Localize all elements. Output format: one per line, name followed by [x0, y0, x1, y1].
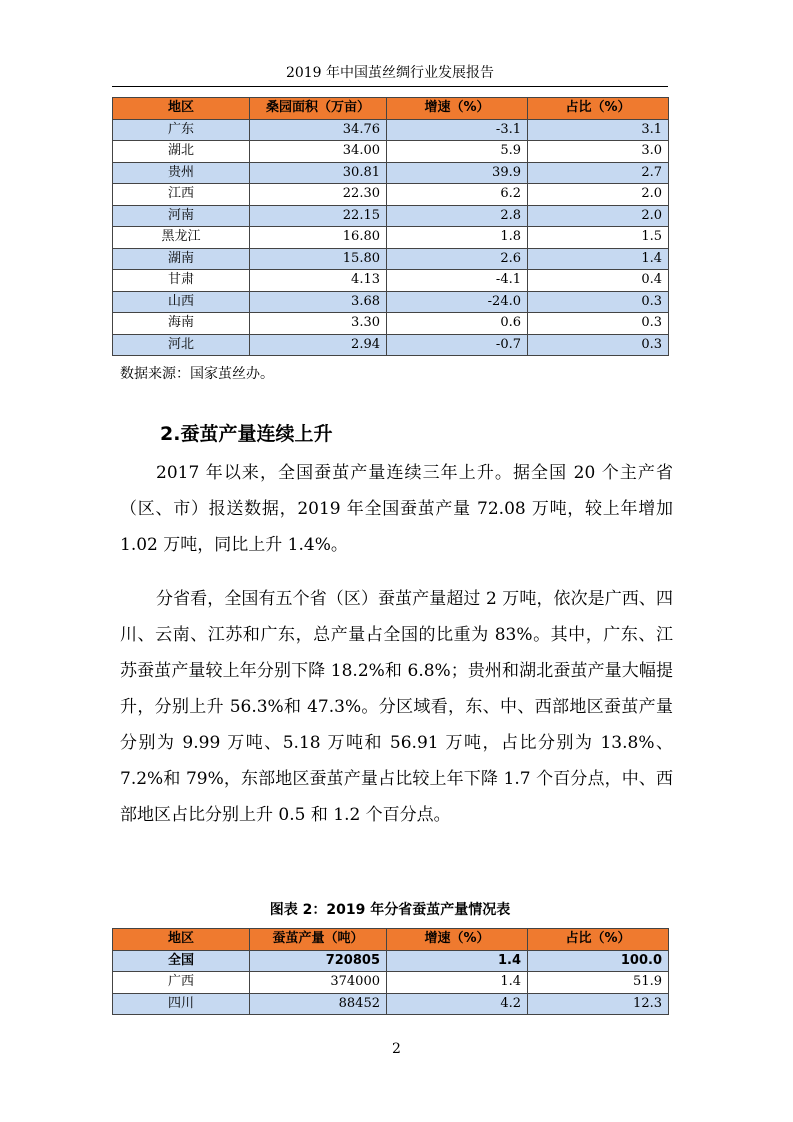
mulberry-area-table: [112, 97, 669, 356]
table-row: [113, 291, 669, 313]
cell-value: -3.1: [387, 119, 528, 141]
header-rule: [112, 86, 668, 87]
cell-value: 720805: [250, 950, 387, 972]
col-header-share: 占比（%）: [528, 929, 669, 951]
cell-value: 16.80: [250, 227, 387, 249]
cell-value: 4.2: [387, 993, 528, 1015]
cell-region: 广东: [113, 119, 250, 141]
cell-value: 3.68: [250, 291, 387, 313]
cell-value: 2.0: [528, 205, 669, 227]
cell-value: 22.30: [250, 184, 387, 206]
col-header-growth: 增速（%）: [387, 929, 528, 951]
col-header-share: 占比（%）: [528, 98, 669, 120]
cell-value: 2.94: [250, 334, 387, 356]
cell-value: 0.3: [528, 334, 669, 356]
cell-region: 甘肃: [113, 270, 250, 292]
cell-value: 2.7: [528, 162, 669, 184]
col-header-region: 地区: [113, 929, 250, 951]
col-header-region: 地区: [113, 98, 250, 120]
table-header-row: [113, 98, 669, 120]
cell-region: 湖南: [113, 248, 250, 270]
cell-value: 3.1: [528, 119, 669, 141]
col-header-area: 桑园面积（万亩）: [250, 98, 387, 120]
table-row: [113, 313, 669, 335]
cell-region: 贵州: [113, 162, 250, 184]
cell-value: 39.9: [387, 162, 528, 184]
table-row: [113, 248, 669, 270]
section-heading: 2.蚕茧产量连续上升: [160, 423, 333, 445]
table-row: [113, 227, 669, 249]
cell-value: 22.15: [250, 205, 387, 227]
cell-value: -0.7: [387, 334, 528, 356]
cell-value: 0.3: [528, 313, 669, 335]
cell-region: 海南: [113, 313, 250, 335]
cell-value: 0.4: [528, 270, 669, 292]
table-row: [113, 993, 669, 1015]
cell-value: 34.76: [250, 119, 387, 141]
cell-value: 4.13: [250, 270, 387, 292]
cell-value: 51.9: [528, 972, 669, 994]
table-row: [113, 334, 669, 356]
table-row: [113, 162, 669, 184]
cell-value: 34.00: [250, 141, 387, 163]
cell-region: 山西: [113, 291, 250, 313]
running-header: 2019 年中国茧丝绸行业发展报告: [285, 65, 495, 81]
cell-value: 0.6: [387, 313, 528, 335]
cell-value: 1.4: [387, 972, 528, 994]
cell-region: 河北: [113, 334, 250, 356]
cell-value: 6.2: [387, 184, 528, 206]
cell-region: 广西: [113, 972, 250, 994]
table-row: [113, 119, 669, 141]
cell-region: 湖北: [113, 141, 250, 163]
cell-value: 15.80: [250, 248, 387, 270]
table-header-row: [113, 929, 669, 951]
cell-region: 河南: [113, 205, 250, 227]
cocoon-output-table: [112, 928, 669, 1015]
cell-region: 全国: [113, 950, 250, 972]
table-row: [113, 205, 669, 227]
cell-value: -4.1: [387, 270, 528, 292]
col-header-output: 蚕茧产量（吨）: [250, 929, 387, 951]
cell-value: 100.0: [528, 950, 669, 972]
cell-region: 黑龙江: [113, 227, 250, 249]
cell-value: 1.8: [387, 227, 528, 249]
cell-value: 30.81: [250, 162, 387, 184]
cell-value: 0.3: [528, 291, 669, 313]
cell-value: 1.4: [387, 950, 528, 972]
cell-value: 1.5: [528, 227, 669, 249]
table-row: [113, 950, 669, 972]
cell-value: 374000: [250, 972, 387, 994]
cell-value: 88452: [250, 993, 387, 1015]
table-caption: 图表 2：2019 年分省蚕茧产量情况表: [269, 902, 511, 918]
cell-value: 1.4: [528, 248, 669, 270]
cell-region: 四川: [113, 993, 250, 1015]
table-row: [113, 972, 669, 994]
data-source-note: 数据来源：国家茧丝办。: [120, 366, 274, 382]
cell-value: 2.0: [528, 184, 669, 206]
cell-value: -24.0: [387, 291, 528, 313]
table-row: [113, 270, 669, 292]
cell-value: 2.8: [387, 205, 528, 227]
cell-value: 3.30: [250, 313, 387, 335]
cell-value: 3.0: [528, 141, 669, 163]
paragraph: 分省看，全国有五个省（区）蚕茧产量超过 2 万吨，依次是广西、四川、云南、江苏和广东，总产量占全国的比重为 83%。其中，广东、江苏蚕茧产量较上年分别下降 18.2%和 6.8%；贵州和湖北蚕茧产量大幅提升，分别上升 56.3%和 47.3%。分区域看，东、中、西部地区蚕茧产量分别为 9.99 万吨、5.18 万吨和 56.91 万吨，占比分别为 13.8%、7.2%和 79%，东部地区蚕茧产量占比较上年下降 1.7 个百分点，中、西部地区占比分别上升 0.5 和 1.2 个百分点。: [120, 589, 673, 825]
col-header-growth: 增速（%）: [387, 98, 528, 120]
page-number: 2: [392, 1041, 401, 1057]
table-row: [113, 141, 669, 163]
cell-region: 江西: [113, 184, 250, 206]
cell-value: 5.9: [387, 141, 528, 163]
cell-value: 12.3: [528, 993, 669, 1015]
paragraph: 2017 年以来，全国蚕茧产量连续三年上升。据全国 20 个主产省（区、市）报送数据，2019 年全国蚕茧产量 72.08 万吨，较上年增加 1.02 万吨，同比上升 1.4%。: [120, 463, 673, 555]
table-row: [113, 184, 669, 206]
cell-value: 2.6: [387, 248, 528, 270]
